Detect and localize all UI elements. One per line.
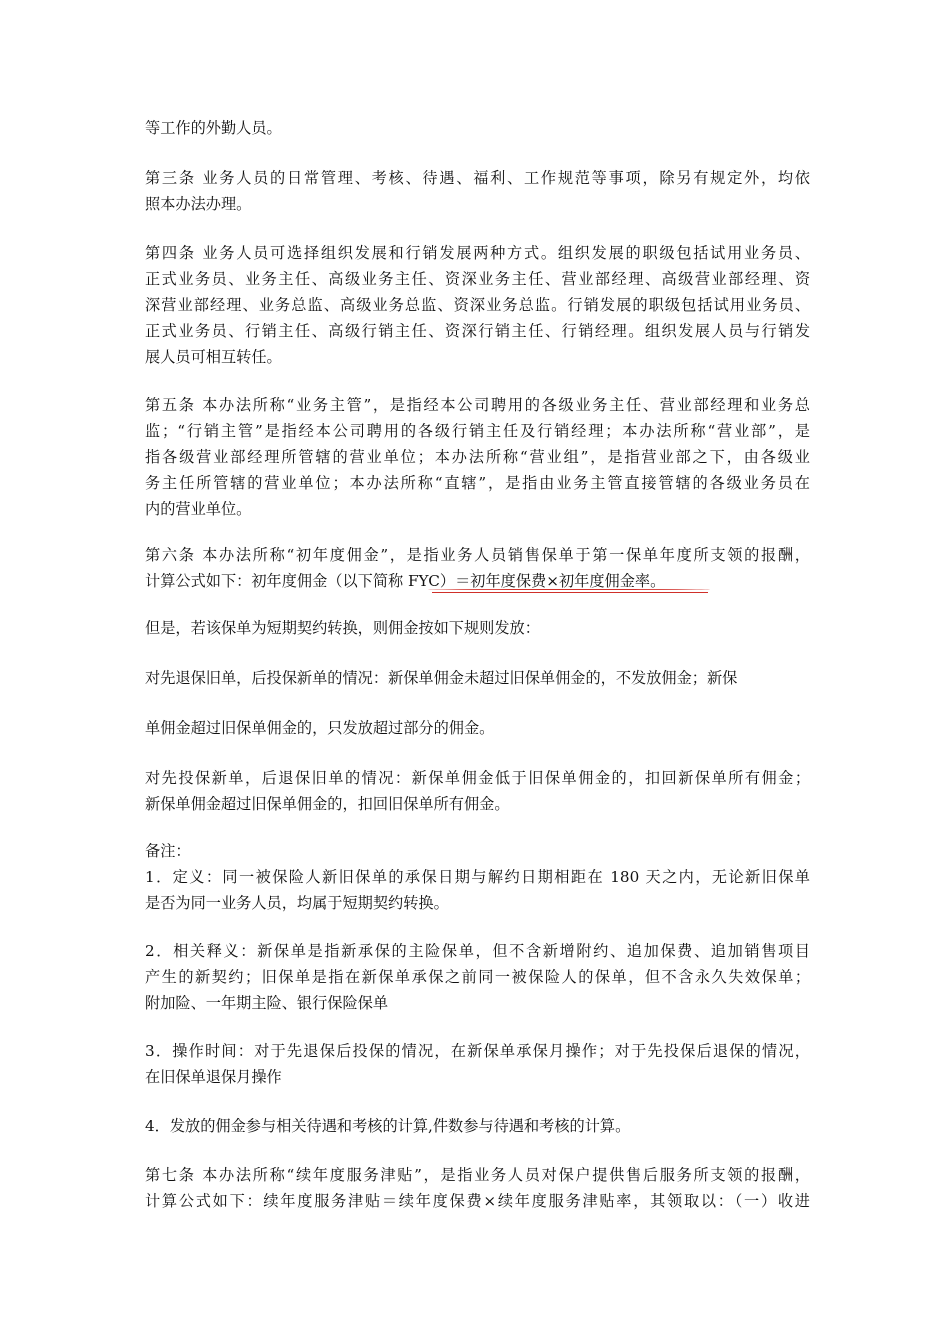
article-5 bbox=[145, 392, 810, 522]
text-line: 务主任所管辖的营业单位；本办法所称“直辖”，是指由业务主管直接管辖的各级业务员在 bbox=[145, 474, 810, 492]
text-line: 第六条 本办法所称“初年度佣金”，是指业务人员销售保单于第一保单年度所支领的报酬， bbox=[145, 546, 810, 564]
text-line: 第三条 业务人员的日常管理、考核、待遇、福利、工作规范等事项，除另有规定外，均依 bbox=[145, 169, 810, 187]
text-line: 4．发放的佣金参与相关待遇和考核的计算,件数参与待遇和考核的计算。 bbox=[145, 1117, 631, 1135]
text-line: 3．操作时间：对于先退保后投保的情况，在新保单承保月操作；对于先投保后退保的情况， bbox=[145, 1042, 810, 1060]
paragraph bbox=[145, 715, 810, 741]
text-line: 备注： bbox=[145, 842, 191, 860]
article-3 bbox=[145, 165, 810, 217]
paragraph bbox=[145, 615, 810, 641]
red-underline-annotation bbox=[432, 592, 708, 593]
red-underline-annotation bbox=[428, 589, 710, 590]
text-line: 指各级营业部经理所管辖的营业单位；本办法所称“营业组”，是指营业部之下，由各级业 bbox=[145, 448, 810, 466]
remark-item-2 bbox=[145, 938, 810, 1016]
article-7 bbox=[145, 1162, 810, 1214]
text-line: 2．相关释义：新保单是指新承保的主险保单，但不含新增附约、追加保费、追加销售项目 bbox=[145, 942, 810, 960]
text-line: 对先退保旧单，后投保新单的情况：新保单佣金未超过旧保单佣金的，不发放佣金；新保 bbox=[145, 669, 738, 687]
text-line: 正式业务员、行销主任、高级行销主任、资深行销主任、行销经理。组织发展人员与行销发 bbox=[145, 322, 810, 340]
text-line: 深营业部经理、业务总监、高级业务总监、资深业务总监。行销发展的职级包括试用业务员、 bbox=[145, 296, 810, 314]
paragraph bbox=[145, 665, 810, 691]
text-line: 对先投保新单，后退保旧单的情况：新保单佣金低于旧保单佣金的，扣回新保单所有佣金； bbox=[145, 769, 810, 787]
text-line: 内的营业单位。 bbox=[145, 500, 252, 518]
text-line: 附加险、一年期主险、银行保险保单 bbox=[145, 994, 388, 1012]
article-6 bbox=[145, 542, 810, 594]
text-line: 但是，若该保单为短期契约转换，则佣金按如下规则发放： bbox=[145, 619, 540, 637]
text-line: 第七条 本办法所称“续年度服务津贴”，是指业务人员对保户提供售后服务所支领的报酬， bbox=[145, 1166, 810, 1184]
text-line: 等工作的外勤人员。 bbox=[145, 119, 282, 137]
text-line: 产生的新契约；旧保单是指在新保单承保之前同一被保险人的保单，但不含永久失效保单； bbox=[145, 968, 810, 986]
remark-item-4 bbox=[145, 1113, 810, 1139]
text-line: 是否为同一业务人员，均属于短期契约转换。 bbox=[145, 894, 449, 912]
text-line: 新保单佣金超过旧保单佣金的，扣回旧保单所有佣金。 bbox=[145, 795, 510, 813]
text-line: 监；“行销主管”是指经本公司聘用的各级行销主任及行销经理；本办法所称“营业部”，是 bbox=[145, 422, 810, 440]
remarks bbox=[145, 838, 810, 916]
text-line: 计算公式如下：初年度佣金（以下简称 FYC）＝初年度保费×初年度佣金率。 bbox=[145, 572, 666, 590]
paragraph bbox=[145, 765, 810, 817]
paragraph-continuation bbox=[145, 115, 810, 141]
text-line: 单佣金超过旧保单佣金的，只发放超过部分的佣金。 bbox=[145, 719, 495, 737]
text-line: 正式业务员、业务主任、高级业务主任、资深业务主任、营业部经理、高级营业部经理、资 bbox=[145, 270, 810, 288]
text-line: 照本办法办理。 bbox=[145, 195, 252, 213]
remark-item-3 bbox=[145, 1038, 810, 1090]
article-4 bbox=[145, 240, 810, 370]
text-line: 展人员可相互转任。 bbox=[145, 348, 282, 366]
text-line: 计算公式如下：续年度服务津贴＝续年度保费×续年度服务津贴率，其领取以：（一）收进 bbox=[145, 1192, 810, 1210]
text-line: 第五条 本办法所称“业务主管”，是指经本公司聘用的各级业务主任、营业部经理和业务总 bbox=[145, 396, 810, 414]
text-line: 1．定义：同一被保险人新旧保单的承保日期与解约日期相距在 180 天之内，无论新旧保单 bbox=[145, 868, 810, 886]
text-line: 在旧保单退保月操作 bbox=[145, 1068, 282, 1086]
text-line: 第四条 业务人员可选择组织发展和行销发展两种方式。组织发展的职级包括试用业务员、 bbox=[145, 244, 810, 262]
